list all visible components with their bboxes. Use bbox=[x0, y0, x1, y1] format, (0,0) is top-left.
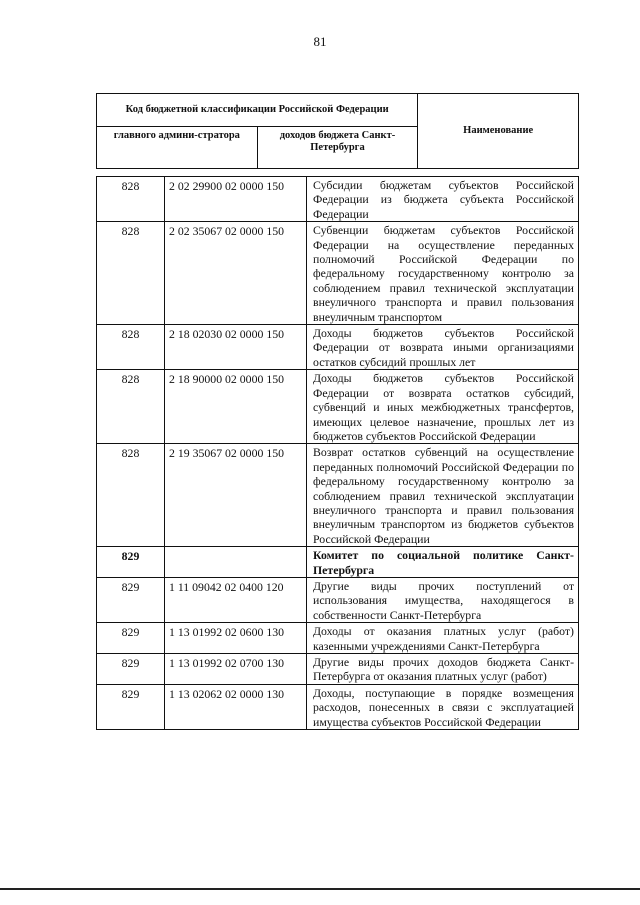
income-column-header: доходов бюджета Санкт-Петербурга bbox=[257, 127, 418, 169]
table-row bbox=[97, 370, 579, 444]
table-row bbox=[97, 654, 579, 685]
income-code-cell: 1 13 01992 02 0700 130 bbox=[165, 654, 307, 685]
admin-code-cell: 829 bbox=[97, 577, 165, 622]
table-row bbox=[97, 577, 579, 622]
admin-code-cell: 828 bbox=[97, 325, 165, 370]
table-row bbox=[97, 684, 579, 729]
name-cell: Другие виды прочих поступлений от использования имущества, находящегося в собственности Санкт-Петербурга bbox=[307, 577, 579, 622]
admin-column-header: главного админи-стратора bbox=[97, 127, 258, 169]
page-number: 81 bbox=[313, 34, 327, 49]
classification-table bbox=[96, 176, 579, 730]
income-code-cell: 1 13 01992 02 0600 130 bbox=[165, 623, 307, 654]
table-row bbox=[97, 444, 579, 547]
admin-code-cell: 829 bbox=[97, 654, 165, 685]
name-column-header: Наименование bbox=[418, 94, 579, 169]
name-cell: Доходы от оказания платных услуг (работ) казенными учреждениями Санкт-Петербурга bbox=[307, 623, 579, 654]
name-cell: Доходы бюджетов субъектов Российской Федерации от возврата остатков субсидий, субвенций и иных межбюджетных трансфертов, имеющих целевое назначение, прошлых лет из бюджетов субъектов Российской Федерации bbox=[307, 370, 579, 444]
admin-code-cell: 829 bbox=[97, 684, 165, 729]
income-code-cell: 1 13 02062 02 0000 130 bbox=[165, 684, 307, 729]
name-cell: Субсидии бюджетам субъектов Российской Федерации из бюджета субъекта Российской Федерации bbox=[307, 177, 579, 222]
admin-code-cell: 828 bbox=[97, 177, 165, 222]
table-row bbox=[97, 623, 579, 654]
name-cell: Субвенции бюджетам субъектов Российской Федерации на осуществление переданных полномочий Российской Федерации по федеральному государственному контролю за соблюдением правил технической эксплуатации внеуличного транспорта и правил пользования внеуличным транспортом bbox=[307, 222, 579, 325]
name-cell: Другие виды прочих доходов бюджета Санкт-Петербурга от оказания платных услуг (работ) bbox=[307, 654, 579, 685]
table-row bbox=[97, 222, 579, 325]
admin-code-cell: 828 bbox=[97, 370, 165, 444]
table-row bbox=[97, 177, 579, 222]
admin-code-cell: 828 bbox=[97, 444, 165, 547]
income-code-cell: 2 02 29900 02 0000 150 bbox=[165, 177, 307, 222]
name-cell: Доходы бюджетов субъектов Российской Федерации от возврата иными организациями остатков субсидий прошлых лет bbox=[307, 325, 579, 370]
table-row bbox=[97, 547, 579, 578]
table-body bbox=[97, 177, 579, 730]
table-header bbox=[96, 93, 579, 169]
income-code-cell bbox=[165, 547, 307, 578]
table-row bbox=[97, 325, 579, 370]
code-group-header: Код бюджетной классификации Российской Федерации bbox=[97, 94, 418, 127]
income-code-cell: 2 02 35067 02 0000 150 bbox=[165, 222, 307, 325]
income-code-cell: 2 19 35067 02 0000 150 bbox=[165, 444, 307, 547]
name-cell: Возврат остатков субвенций на осуществление переданных полномочий Российской Федерации по федеральному государственному контролю за соблюдением правил технической эксплуатации внеуличного транспорта и правил пользования внеуличным транспортом из бюджетов субъектов Российской Федерации bbox=[307, 444, 579, 547]
name-cell: Доходы, поступающие в порядке возмещения расходов, понесенных в связи с эксплуатацией имущества субъектов Российской Федерации bbox=[307, 684, 579, 729]
admin-code-cell: 828 bbox=[97, 222, 165, 325]
income-code-cell: 2 18 90000 02 0000 150 bbox=[165, 370, 307, 444]
name-cell: Комитет по социальной политике Санкт-Петербурга bbox=[307, 547, 579, 578]
income-code-cell: 1 11 09042 02 0400 120 bbox=[165, 577, 307, 622]
income-code-cell: 2 18 02030 02 0000 150 bbox=[165, 325, 307, 370]
footer-divider bbox=[0, 888, 640, 890]
admin-code-cell: 829 bbox=[97, 623, 165, 654]
admin-code-cell: 829 bbox=[97, 547, 165, 578]
